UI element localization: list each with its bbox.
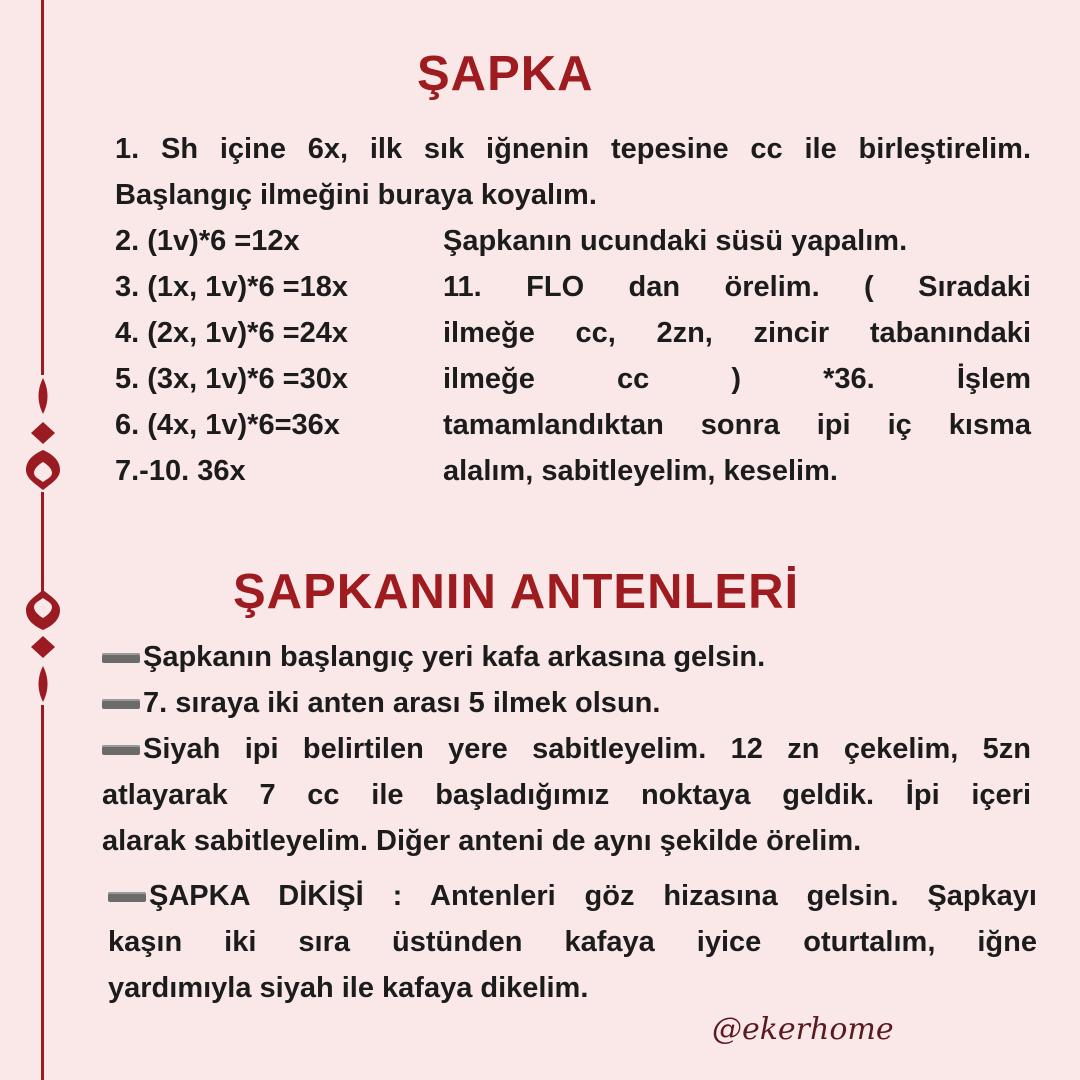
ornament-upper-icon [22,378,66,498]
ornament-lower-icon [22,590,66,710]
hat-tip-instructions [443,218,1031,494]
decorative-line-top [41,0,44,375]
intro-paragraph [115,126,1031,218]
section-title-sapka: ŞAPKA [417,47,594,101]
instruction-line: Şapkanın ucundaki süsü yapalım. [443,225,908,257]
bullet-item [102,634,1031,680]
row-step: 5. (3x, 1v)*6 =30x [115,363,348,395]
bullet-text: Şapkanın başlangıç yeri kafa arkasına gelsin. [143,641,766,673]
hat-sewing-instructions [108,873,1037,1011]
instruction-line: ilmeğe cc, 2zn, zincir tabanındaki [443,317,1031,349]
intro-line-2: Başlangıç ilmeğini buraya koyalım. [115,179,597,211]
sewing-line [108,873,1037,919]
intro-line-1: 1. Sh içine 6x, ilk sık iğnenin tepesine cc ile birleştirelim. [115,133,1031,165]
bullet-text: 7. sıraya iki anten arası 5 ilmek olsun. [143,687,661,719]
row-step: 7.-10. 36x [115,455,246,487]
row-step: 6. (4x, 1v)*6=36x [115,409,340,441]
bullet-continuation: atlayarak 7 cc ile başladığımız noktaya geldik. İpi içeri [102,779,1031,811]
row-step: 3. (1x, 1v)*6 =18x [115,271,348,303]
signature: @ekerhome [712,1012,894,1047]
bullet-item [102,726,1031,772]
instruction-line: alalım, sabitleyelim, keselim. [443,455,838,487]
instruction-line: tamamlandıktan sonra ipi iç kısma [443,409,1031,441]
bullet-text: Siyah ipi belirtilen yere sabitleyelim. 12 zn çekelim, 5zn [143,733,1031,765]
decorative-line-middle [41,492,44,592]
heavy-minus-icon [108,892,146,902]
instruction-line: ilmeğe cc ) *36. İşlem [443,363,1031,395]
instruction-line: 11. FLO dan örelim. ( Sıradaki [443,271,1031,303]
sewing-text: ŞAPKA DİKİŞİ : Antenleri göz hizasına gelsin. Şapkayı [149,880,1037,912]
heavy-minus-icon [102,745,140,755]
section-title-antennas: ŞAPKANIN ANTENLERİ [233,565,800,619]
heavy-minus-icon [102,699,140,709]
antenna-instructions [102,634,1031,864]
rows-left-column [115,218,435,494]
row-step: 4. (2x, 1v)*6 =24x [115,317,348,349]
bullet-continuation: alarak sabitleyelim. Diğer anteni de aynı şekilde örelim. [102,825,862,857]
sewing-line: kaşın iki sıra üstünden kafaya iyice oturtalım, iğne [108,926,1037,958]
heavy-minus-icon [102,653,140,663]
sewing-line: yardımıyla siyah ile kafaya dikelim. [108,972,589,1004]
bullet-item [102,680,1031,726]
row-step: 2. (1v)*6 =12x [115,225,300,257]
decorative-line-bottom [41,705,44,1080]
